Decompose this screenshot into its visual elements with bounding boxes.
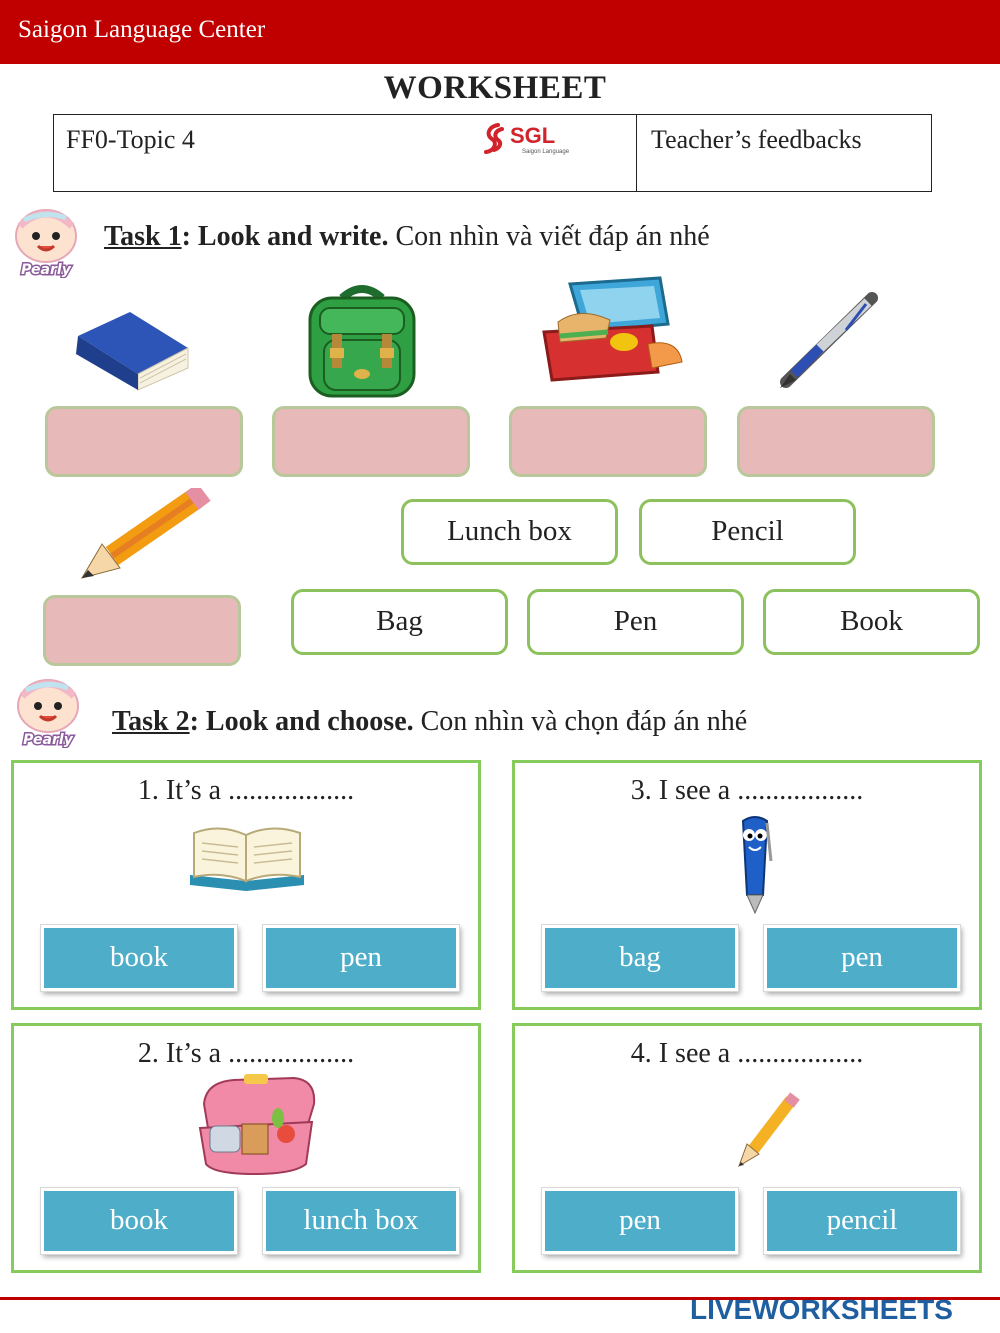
word-bank-item[interactable]: Pen	[527, 589, 744, 655]
question-panel-3	[512, 760, 982, 1010]
book-icon	[68, 308, 192, 392]
word-bank-item[interactable]: Pencil	[639, 499, 856, 565]
choice-button[interactable]: lunch box	[263, 1188, 459, 1254]
pen-icon	[776, 292, 880, 390]
info-table	[53, 114, 932, 192]
center-name: Saigon Language Center	[18, 16, 266, 43]
answer-box-bag[interactable]	[272, 406, 470, 477]
choice-button[interactable]: bag	[542, 925, 738, 991]
header-bar	[0, 0, 1000, 64]
liveworksheets-logo	[690, 1294, 953, 1326]
open-book-icon	[186, 819, 308, 895]
table-divider	[636, 115, 637, 191]
question-text: 4. I see a ..................	[630, 1038, 864, 1069]
logo-text: SGL	[510, 123, 556, 148]
lunch-box-icon	[194, 1074, 320, 1176]
task2-title: Task 2: Look and choose. Con nhìn và chọn đáp án nhé	[112, 706, 748, 737]
answer-box-book[interactable]	[45, 406, 243, 477]
answer-box-pen[interactable]	[737, 406, 935, 477]
choice-button[interactable]: pen	[764, 925, 960, 991]
choice-button[interactable]: pen	[542, 1188, 738, 1254]
brand-text: LIVEWORKSHEETS	[690, 1294, 953, 1325]
choice-button[interactable]: book	[41, 925, 237, 991]
mascot-label: Pearly	[21, 262, 71, 278]
choice-button[interactable]: pen	[263, 925, 459, 991]
sgl-logo	[484, 119, 576, 159]
topic-label: FF0-Topic 4	[66, 125, 195, 154]
lunch-box-icon	[540, 276, 688, 386]
pencil-icon	[78, 488, 212, 580]
cartoon-pen-icon	[729, 813, 779, 917]
answer-box-pencil[interactable]	[43, 595, 241, 666]
question-panel-4	[512, 1023, 982, 1273]
answer-box-lunch-box[interactable]	[509, 406, 707, 477]
word-bank-item[interactable]: Book	[763, 589, 980, 655]
word-bank-item[interactable]: Lunch box	[401, 499, 618, 565]
page-title: WORKSHEET	[383, 70, 607, 106]
pearly-mascot-icon	[8, 206, 84, 278]
task1-title: Task 1: Look and write. Con nhìn và viết đáp án nhé	[104, 221, 710, 252]
question-text: 3. I see a ..................	[630, 775, 864, 806]
question-panel-1	[11, 760, 481, 1010]
pencil-icon	[735, 1092, 801, 1168]
question-panel-2	[11, 1023, 481, 1273]
feedback-label: Teacher’s feedbacks	[651, 125, 862, 154]
logo-subtext: Saigon Language	[522, 149, 570, 155]
choice-button[interactable]: pencil	[764, 1188, 960, 1254]
pearly-mascot-icon	[10, 676, 86, 748]
choice-button[interactable]: book	[41, 1188, 237, 1254]
question-text: 2. It’s a ..................	[137, 1038, 355, 1069]
word-bank-item[interactable]: Bag	[291, 589, 508, 655]
mascot-label: Pearly	[23, 732, 73, 748]
backpack-icon	[302, 282, 422, 400]
question-text: 1. It’s a ..................	[137, 775, 355, 806]
